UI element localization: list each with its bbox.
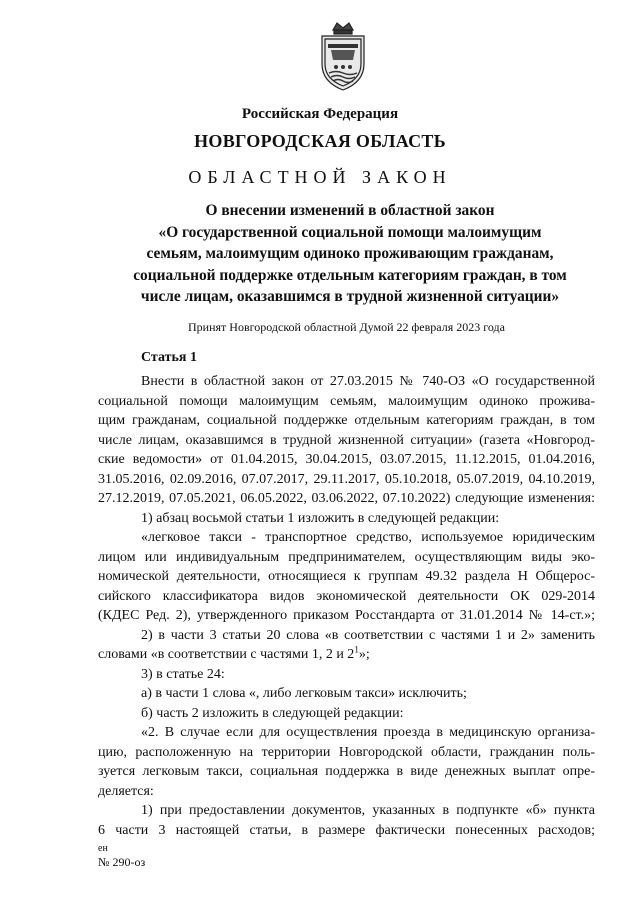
body-line: «2. В случае если для осуществления проезда в медицинскую организа- (141, 725, 595, 740)
body-line: 1) при предоставлении документов, указанных в подпункте «б» пункта (141, 803, 595, 818)
law-number: № 290-оз (98, 855, 146, 869)
adoption-text: Принят Новгородской областной Думой 22 февраля 2023 года (188, 320, 505, 334)
body-line-text: словами «в соответствии с частями 1, 2 и 2 (98, 647, 355, 662)
body-line: 27.12.2019, 07.05.2021, 06.05.2022, 03.06.2022, 07.10.2022) следующие изменения: (98, 491, 595, 506)
body-line: деляется: (98, 783, 154, 799)
body-line: Внести в областной закон от 27.03.2015 № 740-ОЗ «О государственной (141, 374, 595, 389)
body-line: номической деятельности, относящиеся к группам 49.32 раздела H Общерос- (98, 569, 595, 584)
body-line: 3) в статье 24: (141, 666, 225, 682)
body-line: а) в части 1 слова «, либо легковым такси» исключить; (141, 686, 467, 701)
superscript: 1 (354, 644, 359, 655)
signature-initials: ен (98, 843, 108, 854)
title-line: социальной поддержке отдельным категориям граждан, в том (133, 266, 567, 284)
coat-of-arms-emblem (316, 20, 370, 92)
body-line: социальной помощи малоимущим семьям, малоимущим одиноко прожива- (98, 393, 595, 409)
body-line-tail: »; (358, 647, 370, 662)
body-line: щим гражданам, социальной поддержке отдельным категориям граждан, в том (98, 413, 595, 428)
law-type-heading: ОБЛАСТНОЙ ЗАКОН (188, 167, 452, 187)
body-line: «легковое такси - транспортное средство, используемое юридическим (141, 530, 595, 545)
body-line: 6 части 3 настоящей статьи, в размере фактически понесенных расходов; (98, 822, 595, 838)
body-line: 31.05.2016, 02.09.2016, 07.07.2017, 29.11.2017, 05.10.2018, 05.07.2019, 04.10.2019, (98, 471, 595, 487)
title-line: О внесении изменений в областной закон (205, 202, 495, 219)
title-line: числе лицам, оказавшимся в трудной жизненной ситуации» (140, 288, 560, 305)
body-line: лицом или индивидуальным предпринимателем, осуществляющим виды эко- (98, 549, 595, 565)
body-line: ские ведомости» от 01.04.2015, 30.04.2015, 03.07.2015, 11.12.2015, 01.04.2016, (98, 452, 595, 467)
title-line: «О государственной социальной помощи малоимущим (158, 223, 542, 241)
article-body (98, 372, 595, 840)
body-line: сийского классификатора видов экономической деятельности ОК 029-2014 (98, 588, 595, 604)
body-line: цию, расположенную на территории Новгородской области, гражданин поль- (98, 744, 595, 760)
country-heading: Российская Федерация (241, 106, 399, 122)
body-line: 1) абзац восьмой статьи 1 изложить в следующей редакции: (141, 510, 500, 526)
body-line: б) часть 2 изложить в следующей редакции: (141, 705, 404, 721)
body-line: зуется легковым такси, социальная поддержка в виде денежных выплат опре- (98, 764, 595, 779)
region-heading: НОВГОРОДСКАЯ ОБЛАСТЬ (194, 131, 446, 151)
article-heading: Статья 1 (141, 350, 197, 365)
body-line: 2) в части 3 статьи 20 слова «в соответствии с частями 1 и 2» заменить (141, 627, 595, 643)
body-line (98, 645, 595, 665)
law-title (100, 200, 600, 308)
body-line: (КДЕС Ред. 2), утвержденного приказом Росстандарта от 31.01.2014 № 14-ст.»; (98, 608, 595, 623)
title-line: семьям, малоимущим одиноко проживающим гражданам, (146, 245, 554, 262)
body-line: числе лицам, оказавшимся в трудной жизненной ситуации» (газета «Новгород- (98, 432, 595, 448)
